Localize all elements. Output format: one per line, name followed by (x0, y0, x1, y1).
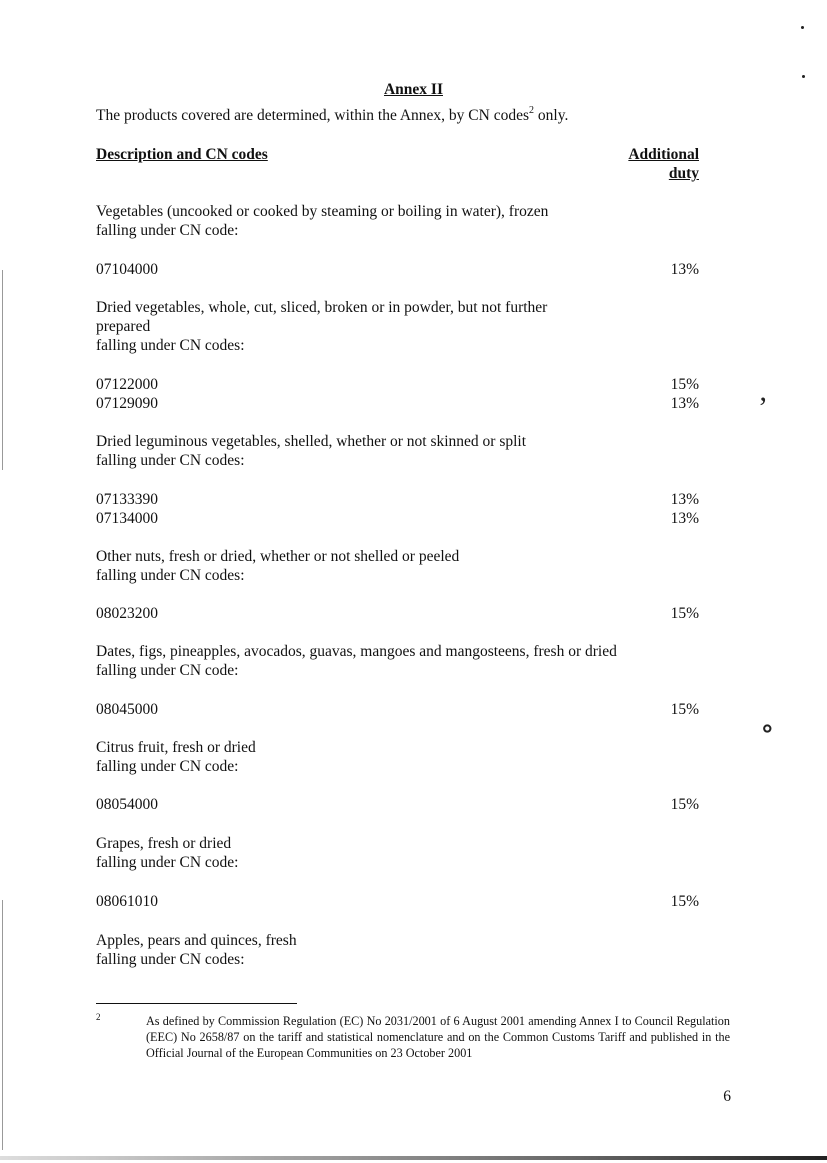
punch-hole-mark: ∘ (760, 712, 775, 745)
intro-text-end: only. (534, 107, 569, 124)
cn-code: 08045000 (96, 701, 158, 718)
cn-code: 08061010 (96, 893, 158, 910)
description-line: Grapes, fresh or dried (96, 835, 232, 852)
duty-value: 15% (670, 701, 699, 718)
duty-value: 15% (670, 376, 699, 393)
product-description (96, 298, 696, 355)
duty-value: 13% (670, 395, 699, 412)
duty-value: 15% (670, 605, 699, 622)
description-line: Apples, pears and quinces, fresh (96, 932, 297, 949)
product-description (96, 738, 696, 776)
column-header-duty-line1: Additional (628, 146, 699, 163)
scan-speck (802, 75, 805, 78)
description-line: falling under CN codes: (96, 452, 245, 469)
intro-text (96, 106, 568, 125)
description-line: Dried vegetables, whole, cut, sliced, broken or in powder, but not further (96, 299, 548, 316)
scan-bottom-edge (0, 1156, 827, 1160)
description-line: falling under CN code: (96, 222, 239, 239)
punch-hole-mark: ’ (758, 391, 768, 424)
description-line: Dried leguminous vegetables, shelled, whether or not skinned or split (96, 433, 527, 450)
page-title: Annex II (383, 81, 443, 98)
description-line: prepared (96, 318, 151, 335)
product-description (96, 642, 736, 680)
product-description (96, 202, 696, 240)
duty-value: 13% (670, 491, 699, 508)
footnote-ref: 2 (529, 104, 535, 116)
description-line: falling under CN code: (96, 854, 239, 871)
product-description (96, 547, 696, 585)
column-header-description: Description and CN codes (96, 146, 268, 163)
cn-code: 08023200 (96, 605, 158, 622)
cn-code: 07104000 (96, 261, 158, 278)
description-line: Vegetables (uncooked or cooked by steaming or boiling in water), frozen (96, 203, 549, 220)
description-line: Citrus fruit, fresh or dried (96, 739, 256, 756)
intro-text-main: The products covered are determined, within the Annex, by CN codes (96, 107, 530, 124)
description-line: falling under CN codes: (96, 951, 245, 968)
description-line: falling under CN codes: (96, 567, 245, 584)
column-header-duty-line2: duty (668, 165, 699, 182)
scan-speck (801, 26, 804, 29)
footnote-text: As defined by Commission Regulation (EC) No 2031/2001 of 6 August 2001 amending Annex I to Council Regulation (EEC) No 2658/87 on the tariff and statistical nomenclature and on the Common Customs Tariff and published in the Official Journal of the European Communities on 23 October 2001 (146, 1014, 730, 1060)
duty-value: 15% (670, 893, 699, 910)
description-line: Other nuts, fresh or dried, whether or not shelled or peeled (96, 548, 460, 565)
cn-code: 07134000 (96, 510, 158, 527)
cn-code: 07122000 (96, 376, 158, 393)
column-header-duty (628, 145, 699, 183)
duty-value: 13% (670, 261, 699, 278)
cn-code: 07129090 (96, 395, 158, 412)
description-line: falling under CN codes: (96, 337, 245, 354)
product-description (96, 432, 696, 470)
duty-value: 13% (670, 510, 699, 527)
duty-value: 15% (670, 796, 699, 813)
description-line: Dates, figs, pineapples, avocados, guavas, mangoes and mangosteens, fresh or dried (96, 643, 617, 660)
page-number: 6 (723, 1088, 731, 1105)
cn-code: 07133390 (96, 491, 158, 508)
footnote-separator (96, 1003, 297, 1004)
description-line: falling under CN code: (96, 662, 239, 679)
footnote-number: 2 (96, 1012, 101, 1022)
cn-code: 08054000 (96, 796, 158, 813)
product-description (96, 931, 696, 969)
description-line: falling under CN code: (96, 758, 239, 775)
scan-edge-line (2, 900, 3, 1150)
product-description (96, 834, 696, 872)
scan-edge-line (2, 270, 3, 470)
